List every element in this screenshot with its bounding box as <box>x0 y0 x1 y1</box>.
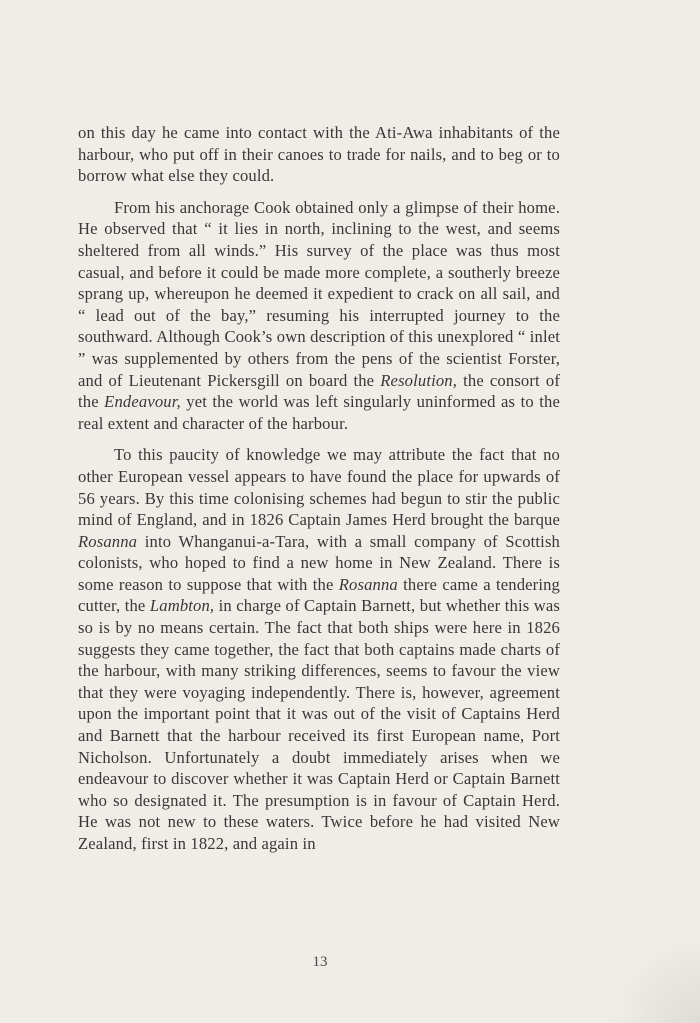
page-number: 13 <box>312 954 328 970</box>
text-run: into Whanganui-a-Tara, with a small company of Scottish colonists, who hoped to find a new home in New Zealand. There is some reason to suppose that with the <box>78 531 560 594</box>
paragraph <box>78 197 560 435</box>
text-run: yet the world was left singularly uninformed as to the real extent and character of the harbour. <box>78 392 560 433</box>
italic-text: Resolution, <box>380 370 458 390</box>
text-run: on this day he came into contact with the Ati-Awa inhabitants of the harbour, who put off in their canoes to trade for nails, and to beg or to borrow what else they could. <box>78 123 560 186</box>
italic-text: Rosanna <box>338 574 398 594</box>
paragraph <box>78 122 560 187</box>
italic-text: Rosanna <box>78 531 138 551</box>
text-run: there came a tendering cutter, the <box>78 574 560 616</box>
text-run: in charge of Captain Barnett, but whether this was so is by no means certain. The fact that both ships were here in 1826 suggests they came together, the fact that both captains made charts of the harbour, with many striking differences, seems to favour the view that they were voyaging independently. There is, however, agreement upon the important point that it was out of the visit of Captains Herd and Barnett that the harbour received its first European name, Port Nicholson. Unfortunately a doubt immediately arises when we endeavour to discover whether it was Captain Herd or Captain Barnett who so designated it. The presumption is in favour of Captain Herd. He was not new to these waters. Twice before he had visited New Zealand, first in 1822, and again in <box>78 596 560 853</box>
paragraph <box>78 444 560 854</box>
body-text <box>78 122 560 855</box>
text-run: the consort of the <box>78 370 561 412</box>
paper-texture <box>610 933 700 1023</box>
italic-text: Endeavour, <box>104 392 181 412</box>
text-run: From his anchorage Cook obtained only a glimpse of their home. He observed that “ it lies in north, inclining to the west, and seems sheltered from all winds.” His survey of the place was thus most casual, and before it could be made more complete, a southerly breeze sprang up, whereupon he deemed it expedient to crack on all sail, and “ lead out of the bay,” resuming his interrupted journey to the southward. Although Cook’s own description of this unexplored “ inlet ” was supplemented by others from the pens of the scientist Forster, and of Lieutenant Pickersgill on board the <box>78 197 560 390</box>
italic-text: Lambton, <box>149 596 215 616</box>
text-run: To this paucity of knowledge we may attribute the fact that no other European vessel appears to have found the place for upwards of 56 years. By this time colonising schemes had begun to stir the public mind of England, and in 1826 Captain James Herd brought the barque <box>78 445 560 530</box>
